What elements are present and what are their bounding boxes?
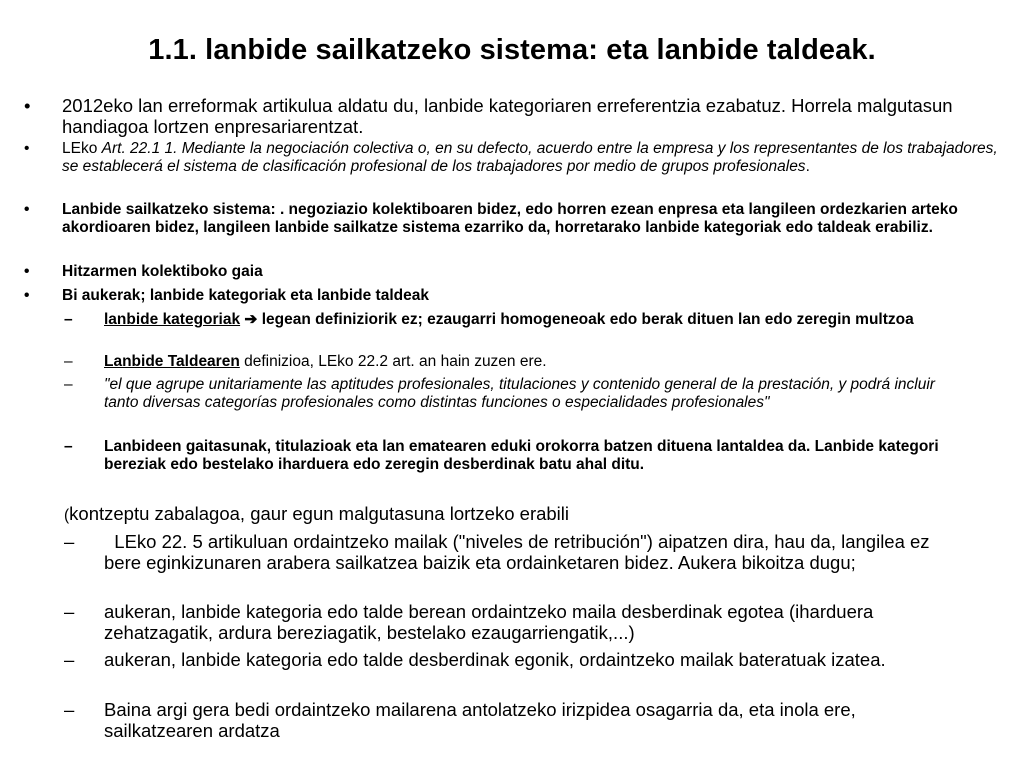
law-quote-italic: Art. 22.1 1. Mediante la negociación colectiva o, en su defecto, acuerdo entre la empresa y los representantes de los trabajadores, se establecerá el sistema de clasificación profesional de los trabajadores por medio de grupos profesionales — [62, 140, 998, 175]
group-term: Lanbide Taldearen — [104, 353, 240, 370]
slide-title: 1.1. lanbide sailkatzeko sistema: eta lanbide taldeak. — [148, 34, 876, 66]
item-text: Baina argi gera bedi ordaintzeko mailarena antolatzeko irizpidea osagarria da, eta inola ere, sailkatzearen ardatza — [104, 699, 856, 741]
item-text — [104, 311, 964, 329]
item-text — [104, 353, 964, 371]
wider-concept-text: kontzeptu zabalagoa, gaur egun malgutasuna lortzeko erabili — [69, 503, 570, 524]
item-text: Lanbideen gaitasunak, titulazioak eta lan ematearen eduki orokorra batzen dituena lantaldea da. Lanbide kategori bereziak edo bestelako iharduera edo zeregin desberdinak batu ahal ditu. — [104, 438, 939, 473]
dash-marker: – — [64, 311, 73, 328]
bullet-marker: • — [24, 287, 30, 304]
bullet-marker: • — [24, 140, 30, 157]
item-text: "el que agrupe unitariamente las aptitudes profesionales, titulaciones y contenido general de la prestación, y podrá incluir tanto diversas categorías profesionales como distintas funciones o especialidades profesionales" — [104, 376, 935, 411]
item-text — [62, 140, 1004, 176]
item-text: Bi aukerak; lanbide kategoriak eta lanbide taldeak — [62, 287, 429, 304]
group-definition: definizioa, LEko 22.2 art. an hain zuzen ere. — [239, 353, 547, 370]
dash-marker: – — [64, 376, 73, 393]
bullet-item-classification-system — [24, 201, 1004, 237]
item-text: LEko 22. 5 artikuluan ordaintzeko mailak ("niveles de retribución") aipatzen dira, hau da, langilea ez bere eginkizunaren arabera sailkatzea baizik eta ordainketaren bidez. Aukera bikoitza dugu; — [104, 531, 935, 573]
sub-item-categories — [64, 311, 964, 329]
item-text: 2012eko lan erreformak artikulua aldatu du, lanbide kategoriaren erreferentzia ezabatuz. Horrela malgutasun handiagoa lortzen enpresariarentzat. — [62, 95, 953, 137]
right-arrow-icon: ➔ — [244, 311, 258, 328]
dash-marker: – — [64, 531, 75, 552]
bullet-item-law-quote — [24, 140, 1004, 176]
sub-item-complementary-criterion — [64, 699, 964, 741]
item-text: aukeran, lanbide kategoria edo talde berean ordaintzeko maila desberdinak egotea (iharduera zehatzagatik, ardura bereziagatik, bestelako ezaugarriengatik,...) — [104, 601, 874, 643]
dash-marker: – — [64, 699, 75, 720]
categories-definition: legean definiziorik ez; ezaugarri homogeneoak edo berak dituen lan edo zeregin multzoa — [257, 311, 914, 328]
wider-concept-note — [64, 503, 964, 526]
sub-item-option-same-category — [64, 601, 964, 643]
law-ref-lead: LEko — [62, 140, 102, 157]
bullet-marker: • — [24, 263, 30, 280]
open-paren: ( — [64, 507, 70, 524]
item-text: aukeran, lanbide kategoria edo talde desberdinak egonik, ordaintzeko mailak bateratuak izatea. — [104, 649, 886, 670]
dash-marker: – — [64, 438, 73, 455]
bullet-marker: • — [24, 201, 30, 218]
item-text — [64, 503, 569, 524]
bullet-item-two-options — [24, 287, 1004, 305]
bullet-item-reform — [24, 95, 1004, 137]
sub-item-pay-levels — [64, 531, 964, 573]
bullet-marker: • — [24, 95, 31, 116]
dash-marker: – — [64, 649, 75, 670]
sub-item-group-definition — [64, 353, 964, 371]
sub-item-group-summary — [64, 438, 964, 474]
item-text: Hitzarmen kolektiboko gaia — [62, 263, 263, 280]
sub-item-group-quote — [64, 376, 964, 412]
bullet-item-collective-agreement — [24, 263, 1004, 281]
sub-item-option-different-category — [64, 649, 964, 670]
dash-marker: – — [64, 353, 73, 370]
item-text: Lanbide sailkatzeko sistema: . negoziazio kolektiboaren bidez, edo horren ezean enpresa eta langileen ordezkarien arteko akordioaren bidez, langileen lanbide sailkatze sistema ezarriko da, horretarako lanbide kategoriak edo taldeak erabiliz. — [62, 201, 958, 236]
dash-marker: – — [64, 601, 75, 622]
law-quote-end: . — [805, 158, 810, 175]
categories-term: lanbide kategoriak — [104, 311, 241, 328]
